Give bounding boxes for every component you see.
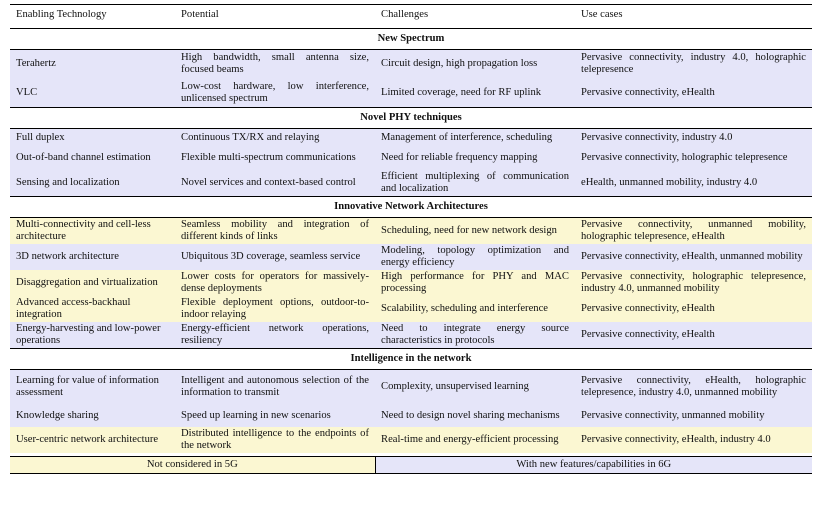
potential-cell: Seamless mobility and integration of different kinds of links bbox=[175, 217, 375, 244]
header-potential: Potential bbox=[175, 5, 375, 29]
challenges-cell: Modeling, topology optimization and energy efficiency bbox=[375, 244, 575, 270]
table-row bbox=[10, 170, 812, 197]
potential-cell: Intelligent and autonomous selection of the information to transmit bbox=[175, 369, 375, 405]
use-cases-cell: Pervasive connectivity, eHealth bbox=[575, 79, 812, 108]
technology-cell: Disaggregation and virtualization bbox=[10, 270, 175, 296]
table-row bbox=[10, 79, 812, 108]
challenges-cell: Limited coverage, need for RF uplink bbox=[375, 79, 575, 108]
table-row bbox=[10, 217, 812, 244]
table-row bbox=[10, 427, 812, 453]
potential-cell: Ubiquitous 3D coverage, seamless service bbox=[175, 244, 375, 270]
potential-cell: Energy-efficient network operations, resiliency bbox=[175, 322, 375, 349]
challenges-cell: Need to integrate energy source characteristics in protocols bbox=[375, 322, 575, 349]
use-cases-cell: Pervasive connectivity, eHealth bbox=[575, 322, 812, 349]
table-row bbox=[10, 322, 812, 349]
challenges-cell: Complexity, unsupervised learning bbox=[375, 369, 575, 405]
table-row bbox=[10, 369, 812, 405]
use-cases-cell: Pervasive connectivity, holographic telepresence bbox=[575, 147, 812, 170]
color-legend bbox=[10, 456, 812, 474]
technology-cell: Full duplex bbox=[10, 129, 175, 147]
use-cases-cell: Pervasive connectivity, eHealth, holographic telepresence, industry 4.0, unmanned mobility bbox=[575, 369, 812, 405]
section-title: Intelligence in the network bbox=[10, 348, 812, 369]
section-header-row bbox=[10, 196, 812, 217]
header-challenges: Challenges bbox=[375, 5, 575, 29]
technology-cell: Advanced access-backhaul integration bbox=[10, 296, 175, 322]
challenges-cell: Efficient multiplexing of communication and localization bbox=[375, 170, 575, 197]
use-cases-cell: Pervasive connectivity, eHealth bbox=[575, 296, 812, 322]
potential-cell: High bandwidth, small antenna size, focused beams bbox=[175, 50, 375, 79]
table-row bbox=[10, 50, 812, 79]
challenges-cell: Real-time and energy-efficient processing bbox=[375, 427, 575, 453]
header-row bbox=[10, 5, 812, 29]
technology-cell: Out-of-band channel estimation bbox=[10, 147, 175, 170]
potential-cell: Lower costs for operators for massively-dense deployments bbox=[175, 270, 375, 296]
header-enabling-technology: Enabling Technology bbox=[10, 5, 175, 29]
challenges-cell: High performance for PHY and MAC processing bbox=[375, 270, 575, 296]
technology-cell: User-centric network architecture bbox=[10, 427, 175, 453]
technology-cell: Knowledge sharing bbox=[10, 405, 175, 427]
use-cases-cell: Pervasive connectivity, eHealth, industry 4.0 bbox=[575, 427, 812, 453]
table-row bbox=[10, 129, 812, 147]
challenges-cell: Scalability, scheduling and interference bbox=[375, 296, 575, 322]
use-cases-cell: Pervasive connectivity, industry 4.0, holographic telepresence bbox=[575, 50, 812, 79]
table-row bbox=[10, 244, 812, 270]
technology-cell: Sensing and localization bbox=[10, 170, 175, 197]
challenges-cell: Need for reliable frequency mapping bbox=[375, 147, 575, 170]
technology-cell: 3D network architecture bbox=[10, 244, 175, 270]
technology-cell: Multi-connectivity and cell-less architecture bbox=[10, 217, 175, 244]
use-cases-cell: Pervasive connectivity, holographic telepresence, industry 4.0, unmanned mobility bbox=[575, 270, 812, 296]
section-header-row bbox=[10, 348, 812, 369]
section-title: New Spectrum bbox=[10, 29, 812, 50]
potential-cell: Flexible deployment options, outdoor-to-indoor relaying bbox=[175, 296, 375, 322]
use-cases-cell: Pervasive connectivity, unmanned mobility bbox=[575, 405, 812, 427]
challenges-cell: Circuit design, high propagation loss bbox=[375, 50, 575, 79]
potential-cell: Flexible multi-spectrum communications bbox=[175, 147, 375, 170]
use-cases-cell: Pervasive connectivity, unmanned mobility, holographic telepresence, eHealth bbox=[575, 217, 812, 244]
technology-cell: Terahertz bbox=[10, 50, 175, 79]
challenges-cell: Management of interference, scheduling bbox=[375, 129, 575, 147]
table-row bbox=[10, 296, 812, 322]
section-header-row bbox=[10, 29, 812, 50]
header-use-cases: Use cases bbox=[575, 5, 812, 29]
technology-cell: Energy-harvesting and low-power operations bbox=[10, 322, 175, 349]
enabling-technologies-table bbox=[10, 4, 812, 453]
use-cases-cell: eHealth, unmanned mobility, industry 4.0 bbox=[575, 170, 812, 197]
legend-not-considered-5g: Not considered in 5G bbox=[10, 457, 376, 473]
table-row bbox=[10, 147, 812, 170]
legend-new-features-6g: With new features/capabilities in 6G bbox=[376, 457, 812, 473]
potential-cell: Distributed intelligence to the endpoints of the network bbox=[175, 427, 375, 453]
challenges-cell: Scheduling, need for new network design bbox=[375, 217, 575, 244]
section-title: Innovative Network Architectures bbox=[10, 196, 812, 217]
potential-cell: Novel services and context-based control bbox=[175, 170, 375, 197]
section-title: Novel PHY techniques bbox=[10, 108, 812, 129]
technology-cell: VLC bbox=[10, 79, 175, 108]
potential-cell: Speed up learning in new scenarios bbox=[175, 405, 375, 427]
use-cases-cell: Pervasive connectivity, eHealth, unmanned mobility bbox=[575, 244, 812, 270]
table-body bbox=[10, 29, 812, 454]
use-cases-cell: Pervasive connectivity, industry 4.0 bbox=[575, 129, 812, 147]
table-container bbox=[10, 4, 812, 474]
section-header-row bbox=[10, 108, 812, 129]
table-row bbox=[10, 405, 812, 427]
challenges-cell: Need to design novel sharing mechanisms bbox=[375, 405, 575, 427]
potential-cell: Low-cost hardware, low interference, unlicensed spectrum bbox=[175, 79, 375, 108]
technology-cell: Learning for value of information assessment bbox=[10, 369, 175, 405]
potential-cell: Continuous TX/RX and relaying bbox=[175, 129, 375, 147]
table-row bbox=[10, 270, 812, 296]
